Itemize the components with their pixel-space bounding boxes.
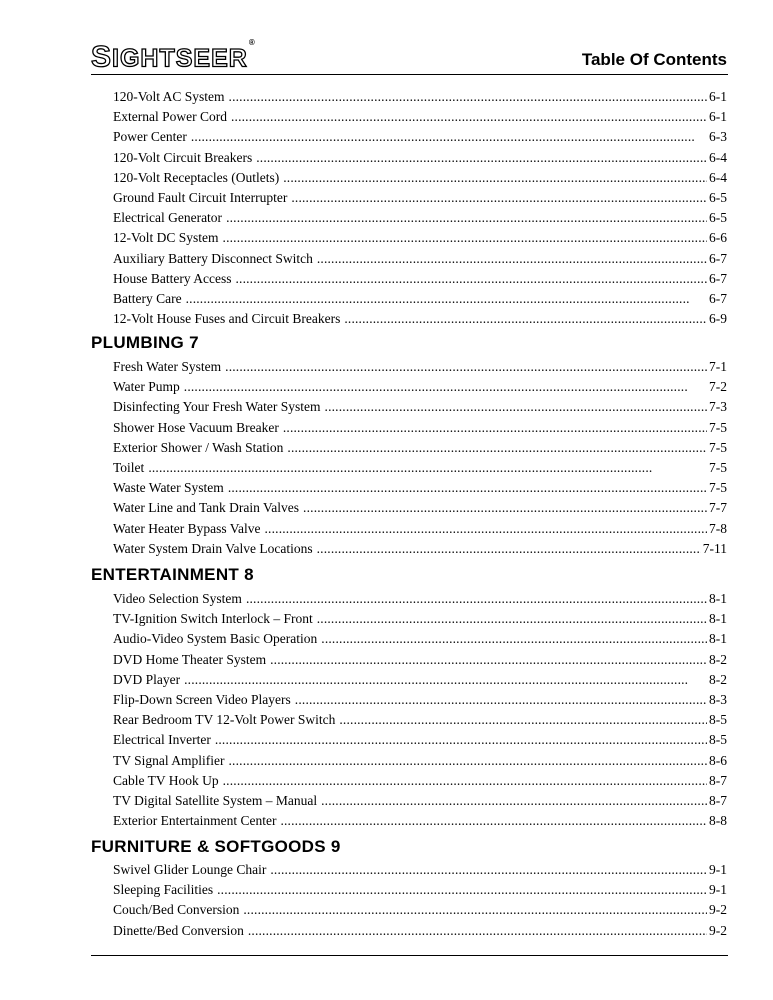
toc-entry-page: 8-2 bbox=[709, 651, 727, 667]
toc-entry-label: TV Signal Amplifier bbox=[113, 752, 225, 768]
toc-entry[interactable] bbox=[113, 107, 727, 127]
dot-leader bbox=[217, 880, 707, 900]
toc-entry[interactable] bbox=[113, 730, 727, 750]
dot-leader bbox=[317, 539, 701, 559]
toc-entry[interactable] bbox=[113, 791, 727, 811]
toc-entry-page: 7-11 bbox=[702, 540, 727, 556]
toc-entry-label: Rear Bedroom TV 12-Volt Power Switch bbox=[113, 712, 336, 728]
toc-entry[interactable] bbox=[113, 228, 727, 248]
toc-entry-page: 6-7 bbox=[709, 270, 727, 286]
toc-entry-label: Video Selection System bbox=[113, 591, 242, 606]
toc-entry[interactable] bbox=[113, 377, 727, 397]
toc-entry[interactable] bbox=[113, 148, 727, 168]
toc-entry-page: 6-5 bbox=[709, 190, 727, 205]
toc-entry-label: 120-Volt AC System bbox=[113, 89, 225, 104]
toc-entry[interactable] bbox=[113, 397, 727, 417]
toc-entry-page: 8-3 bbox=[709, 692, 727, 707]
toc-entry-label: 120-Volt Circuit Breakers bbox=[113, 149, 253, 165]
toc-entry[interactable] bbox=[113, 629, 727, 649]
toc-entry-page: 7-5 bbox=[709, 460, 727, 475]
toc-entry-page: 7-8 bbox=[709, 520, 727, 536]
toc-entry-label: Battery Care bbox=[113, 291, 182, 306]
toc-entry-label: 12-Volt House Fuses and Circuit Breakers bbox=[113, 311, 341, 327]
toc-entry-page: 6-4 bbox=[709, 149, 727, 165]
dot-leader bbox=[303, 498, 707, 518]
toc-entry-page: 8-7 bbox=[709, 772, 727, 788]
dot-leader bbox=[339, 710, 707, 730]
toc-entry[interactable] bbox=[113, 609, 727, 629]
toc-entry[interactable] bbox=[113, 289, 727, 309]
dot-leader bbox=[186, 289, 707, 309]
dot-leader bbox=[317, 609, 707, 629]
toc-entry[interactable] bbox=[113, 458, 727, 478]
dot-leader bbox=[184, 670, 707, 690]
toc-entry-label: Water Pump bbox=[113, 379, 180, 395]
toc-entry[interactable] bbox=[113, 269, 727, 289]
toc-entry-label: Swivel Glider Lounge Chair bbox=[113, 862, 267, 877]
dot-leader bbox=[148, 458, 707, 478]
toc-entry[interactable] bbox=[113, 589, 727, 609]
toc-entry-page: 6-1 bbox=[709, 89, 727, 104]
toc-entry-page: 9-1 bbox=[709, 882, 727, 898]
toc-entry[interactable] bbox=[113, 650, 727, 670]
section-heading-plumbing: PLUMBING 7 bbox=[91, 333, 199, 352]
toc-entry[interactable] bbox=[113, 690, 727, 710]
toc-entry-page: 7-1 bbox=[709, 359, 727, 374]
registered-mark: ® bbox=[248, 38, 256, 47]
logo-initial: S bbox=[91, 40, 113, 74]
toc-entry-label: Dinette/Bed Conversion bbox=[113, 922, 244, 938]
dot-leader bbox=[283, 418, 707, 438]
toc-entry-page: 8-5 bbox=[709, 712, 727, 728]
toc-entry-label: Electrical Generator bbox=[113, 210, 223, 226]
toc-entry[interactable] bbox=[113, 751, 727, 771]
toc-entry-label: DVD Home Theater System bbox=[113, 651, 267, 667]
dot-leader bbox=[321, 791, 707, 811]
toc-entry-page: 8-1 bbox=[709, 591, 727, 606]
toc-entry-label: Waste Water System bbox=[113, 480, 224, 496]
toc-entry-label: Disinfecting Your Fresh Water System bbox=[113, 399, 321, 415]
toc-entry[interactable] bbox=[113, 670, 727, 690]
toc-entry-page: 7-7 bbox=[709, 500, 727, 516]
dot-leader bbox=[184, 377, 707, 397]
dot-leader bbox=[215, 730, 707, 750]
toc-entry-label: Power Center bbox=[113, 129, 187, 145]
toc-entry[interactable] bbox=[113, 438, 727, 458]
header-divider bbox=[91, 74, 728, 75]
toc-entry-label: House Battery Access bbox=[113, 270, 232, 286]
toc-entry[interactable] bbox=[113, 710, 727, 730]
dot-leader bbox=[229, 87, 707, 107]
toc-entry[interactable] bbox=[113, 357, 727, 377]
toc-entry[interactable] bbox=[113, 539, 727, 559]
dot-leader bbox=[283, 168, 707, 188]
toc-entry-label: TV-Ignition Switch Interlock – Front bbox=[113, 611, 313, 627]
toc-entry-page: 6-7 bbox=[709, 291, 727, 306]
dot-leader bbox=[223, 228, 707, 248]
toc-entry-label: Cable TV Hook Up bbox=[113, 772, 219, 788]
page-title: Table Of Contents bbox=[581, 50, 727, 69]
toc-entry-page: 7-2 bbox=[709, 379, 727, 395]
toc-entry[interactable] bbox=[113, 418, 727, 438]
dot-leader bbox=[226, 208, 707, 228]
toc-entry-page: 8-8 bbox=[709, 813, 727, 829]
toc-entry-page: 8-5 bbox=[709, 732, 727, 748]
dot-leader bbox=[280, 811, 707, 831]
toc-entry-page: 6-5 bbox=[709, 210, 727, 226]
toc-entry-label: Fresh Water System bbox=[113, 359, 222, 374]
toc-entry-page: 6-3 bbox=[709, 129, 727, 145]
toc-entry-page: 9-2 bbox=[709, 922, 727, 938]
toc-entry-label: 120-Volt Receptacles (Outlets) bbox=[113, 169, 280, 185]
toc-entry[interactable] bbox=[113, 168, 727, 188]
dot-leader bbox=[229, 751, 708, 771]
logo-text: IGHTSEER bbox=[112, 44, 248, 73]
toc-entry[interactable] bbox=[113, 127, 727, 147]
toc-entry[interactable] bbox=[113, 309, 727, 329]
toc-entry-label: Shower Hose Vacuum Breaker bbox=[113, 419, 279, 435]
toc-entry-page: 8-1 bbox=[709, 611, 727, 627]
toc-entry-label: Exterior Shower / Wash Station bbox=[113, 439, 284, 455]
toc-entry[interactable] bbox=[113, 900, 727, 920]
dot-leader bbox=[295, 690, 707, 710]
toc-entry-label: Water System Drain Valve Locations bbox=[113, 540, 313, 556]
dot-leader bbox=[191, 127, 707, 147]
footer-divider bbox=[91, 955, 728, 956]
toc-entry-page: 9-2 bbox=[709, 902, 727, 918]
toc-entry-page: 7-5 bbox=[709, 480, 727, 496]
dot-leader bbox=[256, 148, 707, 168]
toc-entry-page: 8-7 bbox=[709, 793, 727, 808]
toc-entry-page: 7-5 bbox=[709, 419, 727, 435]
toc-entry-label: DVD Player bbox=[113, 671, 181, 687]
dot-leader bbox=[231, 107, 707, 127]
dot-leader bbox=[317, 249, 707, 269]
toc-entry-label: Electrical Inverter bbox=[113, 732, 211, 748]
dot-leader bbox=[248, 921, 707, 941]
toc-entry-page: 8-2 bbox=[709, 671, 727, 687]
dot-leader bbox=[235, 269, 707, 289]
toc-entry[interactable] bbox=[113, 208, 727, 228]
toc-entry-page: 6-9 bbox=[709, 311, 727, 327]
sightseer-logo bbox=[91, 38, 256, 74]
toc-entry-label: Flip-Down Screen Video Players bbox=[113, 692, 291, 707]
toc-entry-label: TV Digital Satellite System – Manual bbox=[113, 793, 318, 808]
dot-leader bbox=[321, 629, 707, 649]
toc-entry-label: External Power Cord bbox=[113, 109, 227, 125]
page-header bbox=[91, 36, 727, 74]
toc-entry-page: 8-1 bbox=[709, 631, 727, 647]
dot-leader bbox=[325, 397, 707, 417]
dot-leader bbox=[265, 519, 708, 539]
toc-entry-page: 7-5 bbox=[709, 439, 727, 455]
toc-entry-label: Water Heater Bypass Valve bbox=[113, 520, 261, 536]
toc-entry[interactable] bbox=[113, 87, 727, 107]
dot-leader bbox=[270, 650, 707, 670]
toc-entry-page: 6-4 bbox=[709, 169, 727, 185]
toc-entry-label: Couch/Bed Conversion bbox=[113, 902, 240, 918]
toc-entry-page: 6-7 bbox=[709, 250, 727, 266]
dot-leader bbox=[287, 438, 707, 458]
toc-entry-label: Water Line and Tank Drain Valves bbox=[113, 500, 300, 516]
dot-leader bbox=[243, 900, 707, 920]
toc-entry-label: Ground Fault Circuit Interrupter bbox=[113, 190, 288, 205]
toc-entry[interactable] bbox=[113, 880, 727, 900]
dot-leader bbox=[246, 589, 707, 609]
toc-entry-label: Exterior Entertainment Center bbox=[113, 813, 277, 829]
toc-entry[interactable] bbox=[113, 860, 727, 880]
dot-leader bbox=[270, 860, 707, 880]
toc-entry-page: 9-1 bbox=[709, 862, 727, 877]
dot-leader bbox=[223, 771, 707, 791]
toc-entry-label: Audio-Video System Basic Operation bbox=[113, 631, 318, 647]
toc-entry[interactable] bbox=[113, 498, 727, 518]
toc-entry-label: Sleeping Facilities bbox=[113, 882, 214, 898]
section-heading-furniture: FURNITURE & SOFTGOODS 9 bbox=[91, 837, 341, 856]
toc-entry-page: 7-3 bbox=[709, 399, 727, 415]
toc-entry[interactable] bbox=[113, 249, 727, 269]
toc-entry[interactable] bbox=[113, 478, 727, 498]
section-heading-entertainment: ENTERTAINMENT 8 bbox=[91, 565, 254, 584]
toc-entry-label: 12-Volt DC System bbox=[113, 230, 219, 246]
toc-entry[interactable] bbox=[113, 811, 727, 831]
dot-leader bbox=[228, 478, 707, 498]
toc-entry-label: Auxiliary Battery Disconnect Switch bbox=[113, 250, 313, 266]
dot-leader bbox=[225, 357, 707, 377]
toc-entry-label: Toilet bbox=[113, 460, 145, 475]
toc-entry[interactable] bbox=[113, 519, 727, 539]
toc-entry-page: 6-6 bbox=[709, 230, 727, 246]
toc-entry-page: 8-6 bbox=[709, 752, 727, 768]
dot-leader bbox=[344, 309, 707, 329]
toc-entry[interactable] bbox=[113, 188, 727, 208]
toc-entry[interactable] bbox=[113, 921, 727, 941]
toc-entry[interactable] bbox=[113, 771, 727, 791]
toc-entry-page: 6-1 bbox=[709, 109, 727, 125]
dot-leader bbox=[291, 188, 707, 208]
